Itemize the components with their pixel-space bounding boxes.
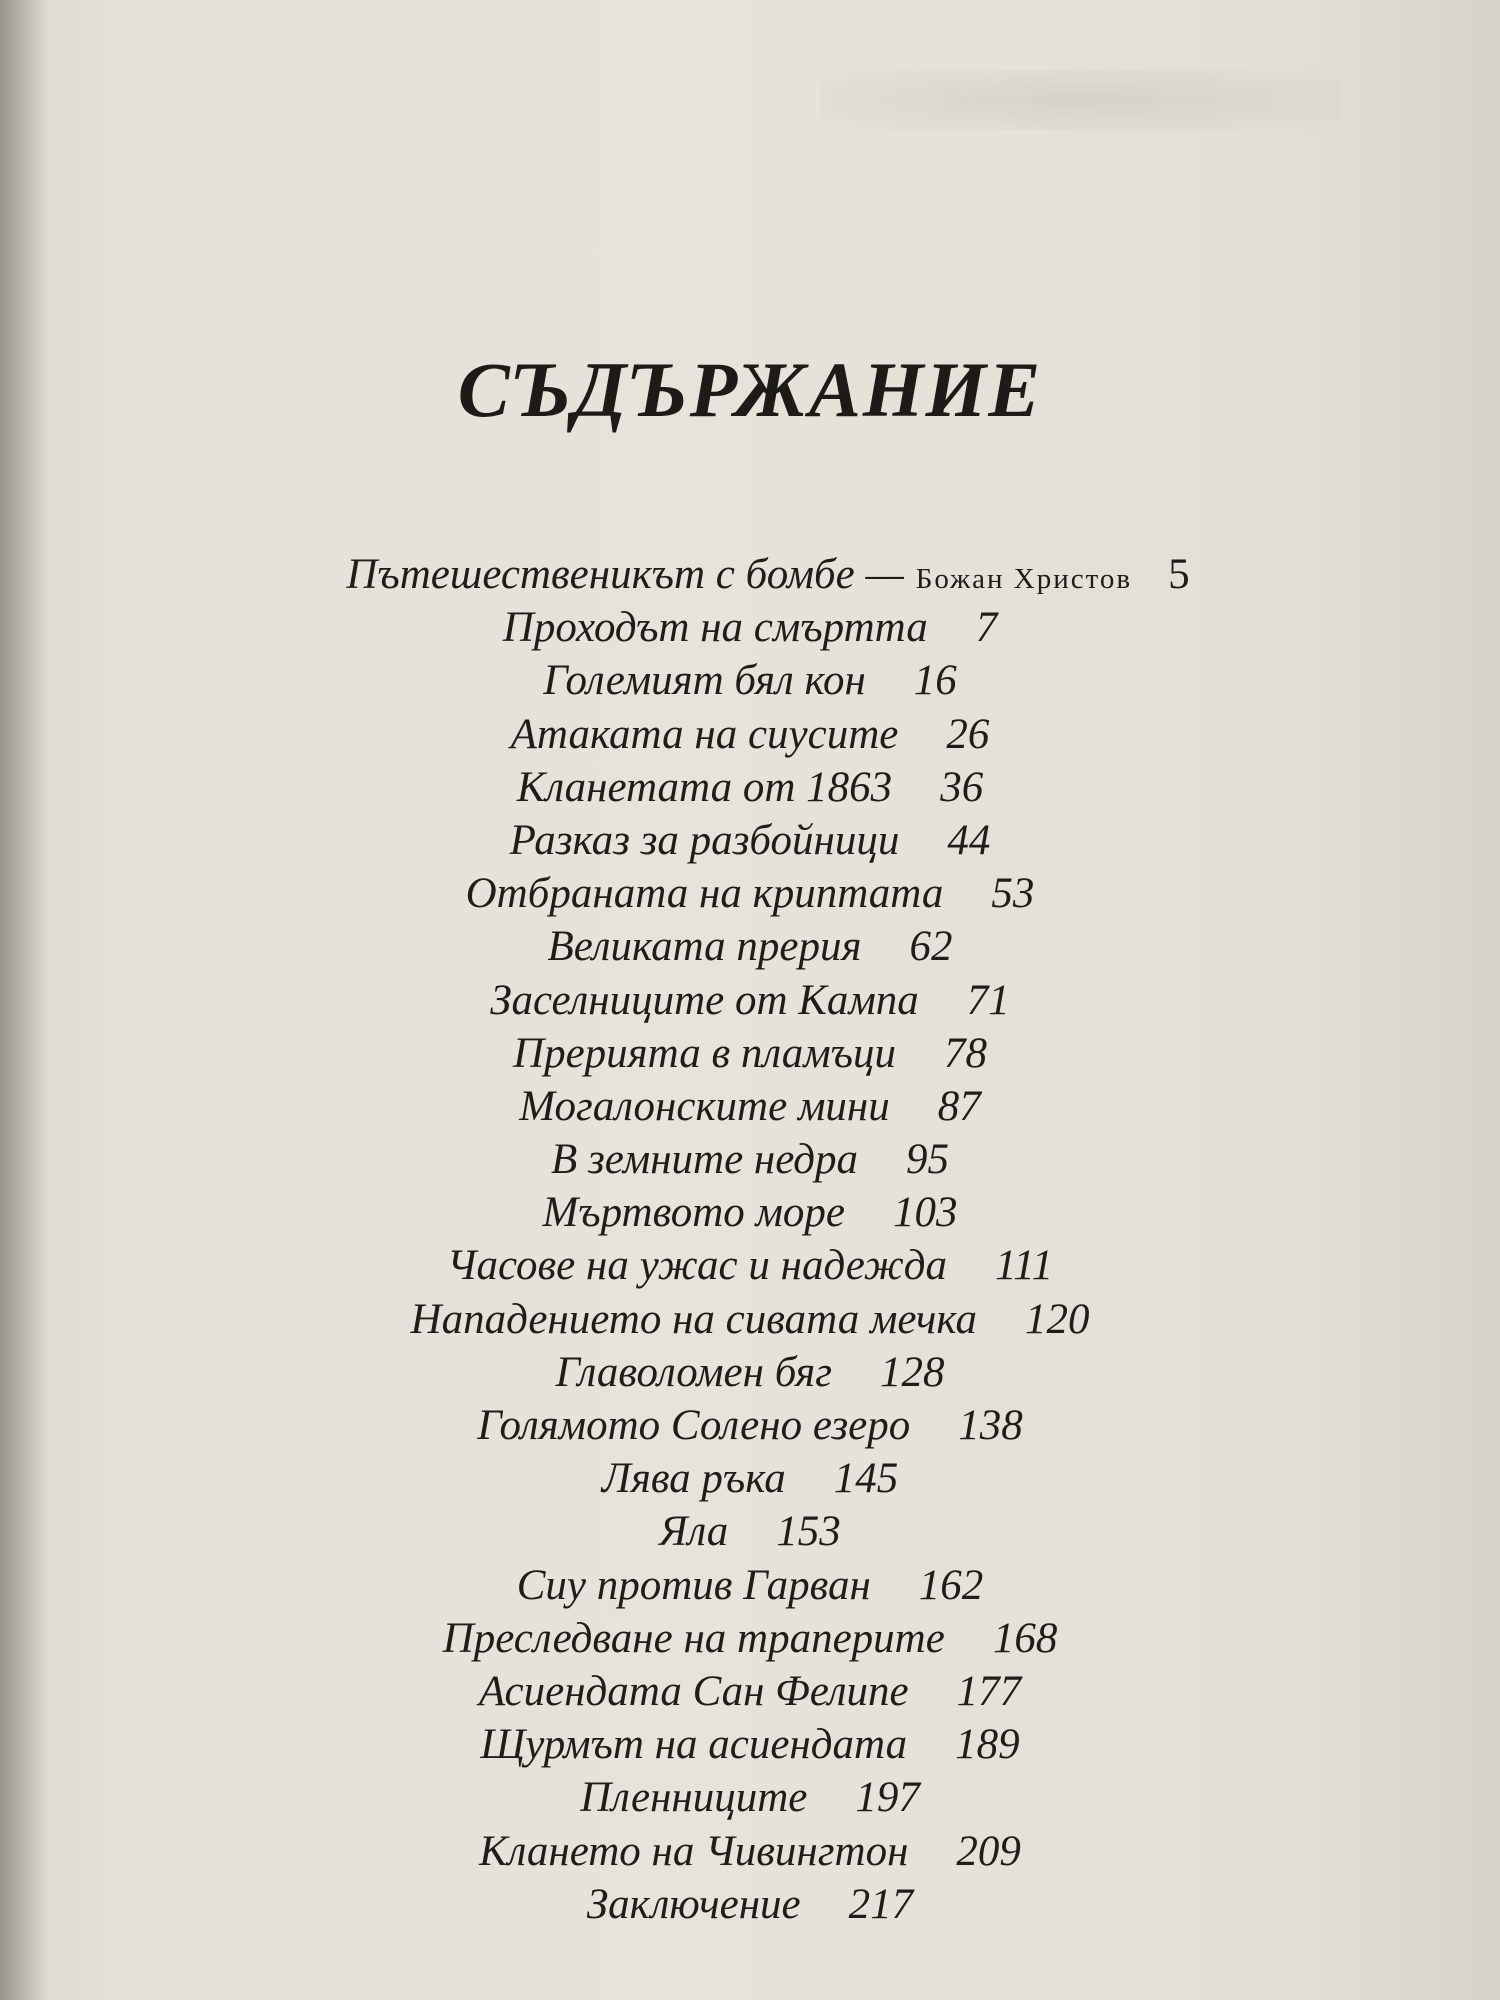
toc-entry-page: 138 (958, 1402, 1023, 1449)
toc-entry (0, 654, 1500, 707)
toc-entry (0, 867, 1500, 920)
toc-entry-author: Божан Христов (915, 563, 1133, 595)
page-title: СЪДЪРЖАНИЕ (457, 346, 1043, 433)
toc-entry-page: 36 (940, 763, 984, 811)
toc-entry-title: Голямото Солено езеро (477, 1402, 911, 1449)
toc-entry (0, 1665, 1500, 1718)
toc-entry-title: В земните недра (550, 1136, 859, 1184)
toc-entry-page: 145 (833, 1455, 899, 1503)
toc-entry-page: 44 (947, 816, 991, 864)
toc-entry (0, 1080, 1500, 1133)
toc-entry-title: Кланетата от 1863 (516, 763, 893, 811)
show-through-print (820, 70, 1340, 130)
toc-entry-title: Нападението на сивата мечка (410, 1295, 977, 1343)
toc-entry-page: 153 (776, 1508, 841, 1556)
toc-entry-title: Разказ за разбойници (509, 816, 900, 864)
toc-entry (18, 548, 1500, 601)
toc-entry-title: Яла (659, 1508, 729, 1556)
toc-entry (0, 761, 1500, 814)
toc-entry-page: 95 (906, 1136, 950, 1184)
toc-entry (0, 1239, 1500, 1292)
toc-entry (0, 1133, 1500, 1186)
toc-entry-title: Мъртвото море (542, 1189, 846, 1237)
toc-entry (0, 1293, 1500, 1346)
toc-entry-page: 78 (943, 1029, 987, 1077)
toc-entry (0, 1878, 1500, 1931)
toc-entry-page: 120 (1024, 1295, 1090, 1343)
toc-entry-page: 162 (918, 1561, 984, 1609)
toc-entry-page: 26 (946, 710, 990, 758)
toc-entry (0, 1718, 1500, 1771)
toc-entry-page: 53 (991, 870, 1035, 918)
toc-entry (0, 1612, 1500, 1665)
toc-entry (0, 1505, 1500, 1558)
toc-entry (0, 814, 1500, 867)
toc-entry-title: Щурмът на асиендата (480, 1721, 908, 1769)
toc-entry-title: Клането на Чивингтон (479, 1827, 909, 1875)
toc-entry (0, 1346, 1500, 1399)
toc-entry-title: Проходът на смъртта (502, 604, 928, 652)
toc-entry-page: 7 (975, 604, 998, 652)
toc-entry (0, 1027, 1500, 1080)
toc-entry-title: Големият бял кон (543, 657, 866, 705)
toc-entry (0, 708, 1500, 761)
toc-entry (0, 974, 1500, 1027)
toc-entry-title: Пътешественикът с бомбе — (346, 551, 904, 598)
toc-entry-page: 62 (909, 923, 953, 971)
toc-entry-title: Прерията в пламъци (513, 1029, 896, 1077)
toc-entry-page: 87 (937, 1082, 981, 1130)
toc-entry-title: Асиендата Сан Фелипе (478, 1667, 909, 1715)
toc-entry-title: Лява ръка (601, 1455, 786, 1503)
toc-entry-page: 16 (913, 657, 957, 705)
toc-entry-page: 209 (956, 1827, 1021, 1875)
toc-entry-page: 177 (956, 1667, 1022, 1715)
toc-entry-title: Отбраната на криптата (465, 870, 944, 918)
toc-entry-page: 128 (880, 1348, 945, 1396)
toc-entry-page: 103 (893, 1189, 958, 1237)
toc-entry-page: 5 (1168, 551, 1190, 598)
toc-entry (0, 1771, 1500, 1824)
toc-entry-title: Заключение (586, 1880, 801, 1928)
toc-entry (0, 920, 1500, 973)
toc-entry-page: 217 (848, 1880, 914, 1928)
toc-entry-title: Атаката на сиусите (510, 710, 899, 758)
toc-entry (0, 1825, 1500, 1878)
toc-entry-page: 111 (995, 1242, 1054, 1290)
toc-entry-title: Сиу против Гарван (516, 1561, 871, 1609)
toc-entry (0, 1559, 1500, 1612)
toc-entry-title: Пленниците (580, 1774, 808, 1822)
toc-entry (0, 1399, 1500, 1452)
toc-entry-title: Часове на ужас и надежда (446, 1242, 947, 1290)
toc-entry-page: 189 (955, 1721, 1020, 1769)
toc-entry-title: Заселниците от Кампа (490, 976, 919, 1024)
toc-entry-title: Великата прерия (547, 923, 862, 971)
toc-entry (0, 601, 1500, 654)
toc-entry-title: Преследване на траперите (442, 1614, 945, 1662)
toc-entry-page: 197 (855, 1774, 920, 1822)
toc-entry (0, 1186, 1500, 1239)
toc-entry-page: 168 (992, 1614, 1058, 1662)
toc-entry (0, 1452, 1500, 1505)
toc-entry-title: Главоломен бяг (555, 1348, 833, 1396)
toc-entry-page: 71 (966, 976, 1010, 1024)
toc-entry-title: Могалонските мини (519, 1082, 890, 1130)
table-of-contents (0, 548, 1500, 1931)
